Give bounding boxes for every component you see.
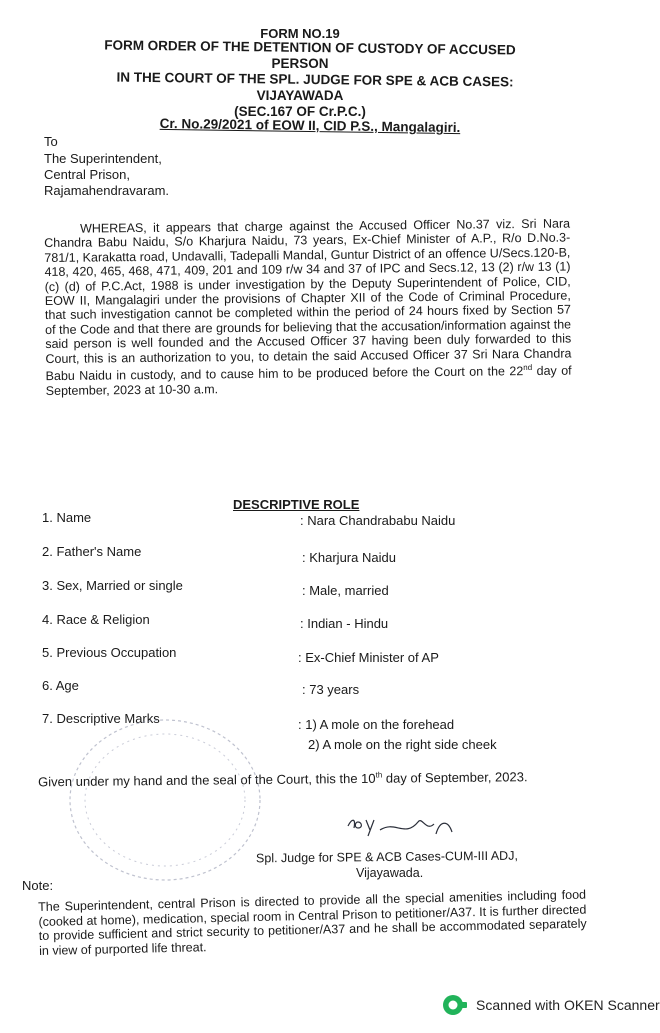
court-name: IN THE COURT OF THE SPL. JUDGE FOR SPE & ACB CASES:	[116, 69, 514, 90]
scanner-logo-icon	[442, 993, 468, 1017]
descriptive-role-title: DESCRIPTIVE ROLE	[233, 497, 360, 512]
row-label-name: 1. Name	[42, 510, 92, 525]
row-value-father: : Kharjura Naidu	[302, 550, 396, 565]
given-text-main: Given under my hand and the seal of the Court, this the 10	[38, 770, 376, 790]
row-value-name: : Nara Chandrababu Naidu	[300, 513, 456, 528]
row-value-age: : 73 years	[302, 682, 360, 697]
row-value-race: : Indian - Hindu	[300, 616, 389, 631]
address-line-2: Central Prison,	[44, 167, 130, 182]
form-title: FORM ORDER OF THE DETENTION OF CUSTODY OF ACCUSED	[104, 37, 516, 58]
row-label-sex: 3. Sex, Married or single	[42, 578, 183, 593]
note-heading: Note:	[22, 878, 54, 893]
judge-designation: Spl. Judge for SPE & ACB Cases-CUM-III ADJ,	[255, 848, 518, 866]
order-text-end: day of September, 2023 at 10-30 a.m.	[45, 363, 572, 398]
row-label-father: 2. Father's Name	[42, 544, 142, 559]
judge-location: Vijayawada.	[356, 866, 424, 880]
given-text-end: day of September, 2023.	[382, 769, 528, 786]
order-date-suffix: nd	[523, 362, 533, 373]
row-value-marks-2: 2) A mole on the right side cheek	[308, 737, 497, 752]
address-to: To	[44, 134, 58, 149]
row-value-marks: : 1) A mole on the forehead	[298, 717, 455, 732]
form-number: FORM NO.19	[260, 26, 340, 41]
note-text: The Superintendent, central Prison is directed to provide all the special amenities including food (cooked at home), medication, special room in Central Prison to petitioner/A37. It is further directed to provide sufficient and strict security to petitioner/A37 and he shall be accommodated separately in view of purported life threat.	[38, 887, 587, 958]
row-label-marks: 7. Descriptive Marks	[42, 711, 160, 726]
judge-signature	[340, 810, 470, 850]
row-label-age: 6. Age	[42, 678, 79, 693]
row-value-sex: : Male, married	[302, 583, 389, 598]
court-seal-stamp	[60, 700, 270, 880]
section-reference: (SEC.167 OF Cr.P.C.)	[234, 104, 366, 119]
row-value-occupation: : Ex-Chief Minister of AP	[298, 650, 439, 665]
scanner-watermark	[442, 993, 660, 1017]
given-date-suffix: th	[375, 770, 383, 780]
order-text-main: WHEREAS, it appears that charge against the Accused Officer No.37 viz. Sri Nara Chandra Babu Naidu, S/o Kharjura Naidu, 73 years, Ex-Chief Minister of A.P., R/o D.No.3-781/1, Karakatta road, Undavalli, Tadepalli Mandal, Guntur District of an offence U/Secs.120-B, 418, 420, 465, 468, 471, 409, 201 and 109 r/w 34 and 37 of IPC and Secs.12, 13 (2) r/w 13 (1) (c) (d) of P.C.Act, 1988 is under investigation by the Deputy Superintendent of Police, CID, EOW II, Mangalagiri under the provisions of Chapter XII of the Code of Criminal Procedure, that such investigation cannot be completed within the period of 24 hours fixed by Section 57 of the Code and that there are grounds for believing that the accusation/information against the said person is well founded and the Accused Officer 37 having been duly forwarded to this Court, this is an authorization to you, to detain the said Accused Officer 37 Sri Nara Chandra Babu Naidu in custody, and to cause him to be produced before the Court on the 22	[44, 216, 572, 384]
address-line-3: Rajamahendravaram.	[44, 183, 170, 198]
order-paragraph	[44, 216, 572, 398]
row-label-occupation: 5. Previous Occupation	[42, 645, 177, 660]
address-line-1: The Superintendent,	[44, 151, 162, 166]
case-number: Cr. No.29/2021 of EOW II, CID P.S., Mangalagiri.	[159, 115, 461, 136]
form-title-continued: PERSON	[271, 56, 329, 71]
court-city: VIJAYAWADA	[256, 88, 344, 103]
scanner-label: Scanned with OKEN Scanner	[476, 997, 660, 1013]
row-label-race: 4. Race & Religion	[42, 612, 150, 627]
